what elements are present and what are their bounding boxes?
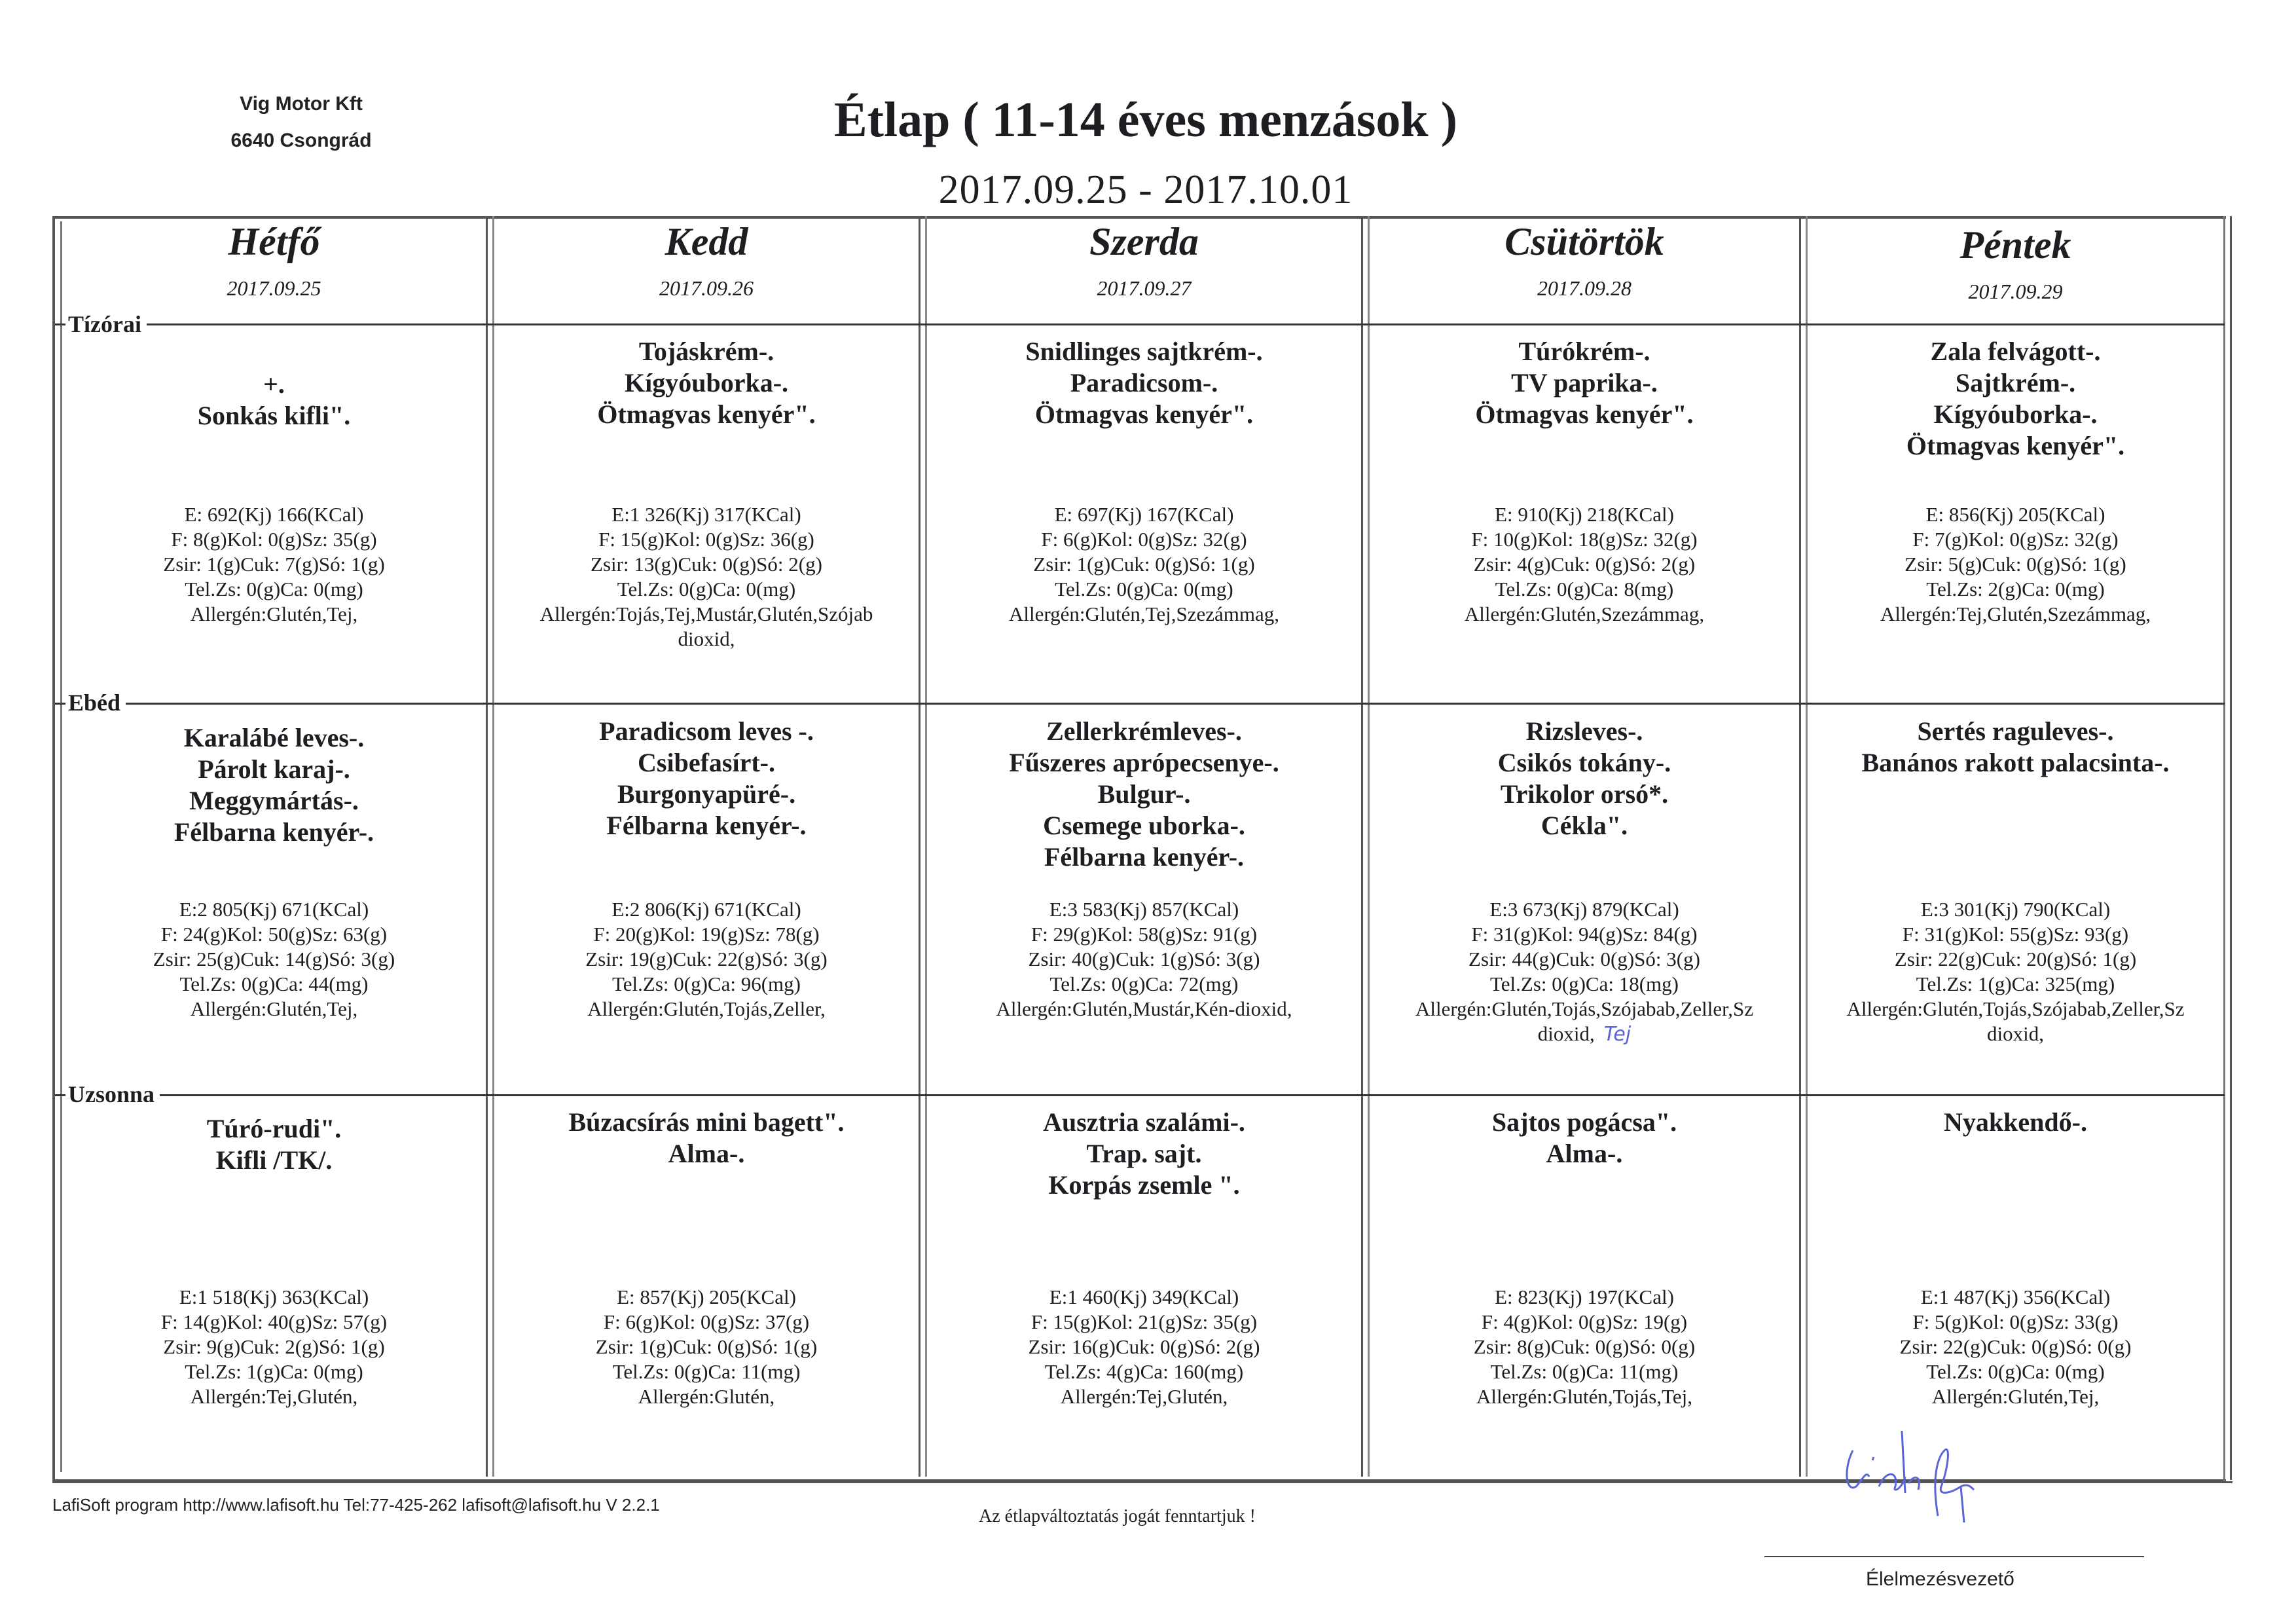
- day-header-friday: [1808, 223, 2223, 304]
- dish-item: Zala felvágott-.: [1930, 337, 2101, 366]
- day-header-tuesday: [494, 219, 919, 301]
- dish-item: Paradicsom leves -.: [599, 716, 814, 746]
- dish-item: Ausztria szalámi-.: [1043, 1107, 1245, 1137]
- nutrition-info: [1370, 502, 1799, 627]
- nutrition-line: Zsir: 44(g)Cuk: 0(g)Só: 3(g): [1468, 948, 1700, 970]
- page-title: Étlap ( 11-14 éves menzások ): [833, 92, 1458, 147]
- day-date: 2017.09.25: [227, 276, 321, 300]
- dish-item: TV paprika-.: [1511, 368, 1658, 397]
- nutrition-line: Allergén:Glutén,Tojás,Zeller,: [587, 997, 826, 1020]
- dish-list: [494, 1107, 919, 1170]
- nutrition-info: [927, 897, 1361, 1022]
- table-border-left: [52, 216, 55, 1483]
- nutrition-line: Tel.Zs: 2(g)Ca: 0(mg): [1926, 578, 2105, 600]
- row-divider-lunch: [55, 703, 2225, 705]
- dish-list: [62, 369, 486, 432]
- handwritten-note: Tej: [1603, 1023, 1631, 1046]
- nutrition-line: Zsir: 1(g)Cuk: 0(g)Só: 1(g): [595, 1335, 818, 1358]
- dish-item: Túró-rudi".: [206, 1114, 342, 1143]
- nutrition-line: Zsir: 13(g)Cuk: 0(g)Só: 2(g): [591, 553, 822, 576]
- nutrition-info: [1370, 897, 1799, 1047]
- dish-list: [1370, 1107, 1799, 1170]
- menu-cell-ebed: [494, 710, 919, 1090]
- dish-item: Burgonyapüré-.: [617, 779, 796, 809]
- row-divider-header: [55, 323, 2225, 325]
- day-name: Péntek: [1959, 223, 2071, 267]
- row-divider-snack: [55, 1094, 2225, 1096]
- nutrition-line: F: 4(g)Kol: 0(g)Sz: 19(g): [1481, 1310, 1688, 1333]
- nutrition-info: [927, 1285, 1361, 1409]
- nutrition-line: Zsir: 1(g)Cuk: 0(g)Só: 1(g): [1033, 553, 1255, 576]
- nutrition-line: dioxid,: [1987, 1022, 2044, 1045]
- dish-list: [494, 336, 919, 430]
- nutrition-line: Allergén:Tojás,Tej,Mustár,Glutén,Szójab: [539, 602, 873, 625]
- nutrition-line: F: 10(g)Kol: 18(g)Sz: 32(g): [1471, 528, 1698, 551]
- signature-icon: [1840, 1431, 2049, 1522]
- nutrition-line: Allergén:Glutén,Tej,Szezámmag,: [1008, 602, 1280, 625]
- date-range: 2017.09.25 - 2017.10.01: [938, 168, 1353, 212]
- nutrition-line: dioxid,: [678, 627, 735, 650]
- signature-label: Élelmezésvezető: [1866, 1568, 2014, 1590]
- nutrition-info: [927, 502, 1361, 627]
- menu-cell-tizorai: [927, 331, 1361, 697]
- nutrition-line: E: 857(Kj) 205(KCal): [617, 1285, 796, 1308]
- nutrition-info: [1370, 1285, 1799, 1409]
- dish-item: Ötmagvas kenyér".: [1475, 399, 1694, 429]
- nutrition-line: Zsir: 5(g)Cuk: 0(g)Só: 1(g): [1904, 553, 2126, 576]
- company-address: 6640 Csongrád: [230, 130, 372, 151]
- nutrition-line: E: 910(Kj) 218(KCal): [1495, 503, 1674, 526]
- dish-item: Alma-.: [1546, 1139, 1623, 1168]
- nutrition-info: [494, 502, 919, 652]
- nutrition-line: F: 6(g)Kol: 0(g)Sz: 32(g): [1041, 528, 1247, 551]
- dish-item: Párolt karaj-.: [198, 754, 350, 784]
- disclaimer: Az étlapváltoztatás jogát fenntartjuk !: [979, 1506, 1256, 1526]
- nutrition-line: Tel.Zs: 1(g)Ca: 0(mg): [185, 1360, 363, 1383]
- menu-cell-ebed: [62, 710, 486, 1090]
- dish-item: Tojáskrém-.: [638, 337, 774, 366]
- day-date: 2017.09.26: [659, 276, 754, 300]
- dish-item: Félbarna kenyér-.: [173, 817, 374, 847]
- dish-list: [1808, 716, 2223, 779]
- nutrition-line: Allergén:Glutén,Tej,: [1931, 1385, 2100, 1408]
- nutrition-line: Zsir: 4(g)Cuk: 0(g)Só: 2(g): [1473, 553, 1696, 576]
- dish-list: [1370, 336, 1799, 430]
- column-divider: [1799, 216, 1801, 1477]
- nutrition-line: Allergén:Glutén,Tojás,Szójabab,Zeller,Sz: [1415, 997, 1753, 1020]
- menu-cell-ebed: [927, 710, 1361, 1090]
- dish-item: Karalábé leves-.: [183, 723, 365, 752]
- dish-list: [1808, 336, 2223, 462]
- dish-item: Cékla".: [1540, 811, 1628, 840]
- nutrition-line: F: 5(g)Kol: 0(g)Sz: 33(g): [1912, 1310, 2119, 1333]
- nutrition-line: E: 697(Kj) 167(KCal): [1054, 503, 1234, 526]
- nutrition-line: Tel.Zs: 0(g)Ca: 72(mg): [1049, 972, 1239, 995]
- column-divider: [1361, 216, 1363, 1477]
- nutrition-line: Tel.Zs: 1(g)Ca: 325(mg): [1916, 972, 2115, 995]
- dish-list: [1370, 716, 1799, 841]
- nutrition-line: F: 15(g)Kol: 21(g)Sz: 35(g): [1030, 1310, 1258, 1333]
- nutrition-info: [1808, 897, 2223, 1046]
- day-header-monday: [62, 219, 486, 301]
- dish-item: Búzacsírás mini bagett".: [568, 1107, 845, 1137]
- dish-item: Korpás zsemle ".: [1048, 1170, 1240, 1200]
- dish-list: [494, 716, 919, 841]
- nutrition-line: F: 31(g)Kol: 94(g)Sz: 84(g): [1471, 923, 1698, 946]
- nutrition-line: Allergén:Tej,Glutén,: [1060, 1385, 1228, 1408]
- nutrition-line: F: 14(g)Kol: 40(g)Sz: 57(g): [160, 1310, 388, 1333]
- dish-item: Ötmagvas kenyér".: [597, 399, 816, 429]
- dish-item: Ötmagvas kenyér".: [1906, 431, 2125, 460]
- dish-item: Sajtkrém-.: [1955, 368, 2076, 397]
- nutrition-info: [1808, 1285, 2223, 1409]
- nutrition-line: Zsir: 16(g)Cuk: 0(g)Só: 2(g): [1028, 1335, 1260, 1358]
- dish-item: Kifli /TK/.: [215, 1145, 333, 1175]
- nutrition-line: Tel.Zs: 4(g)Ca: 160(mg): [1044, 1360, 1244, 1383]
- dish-item: Csemege uborka-.: [1043, 811, 1245, 840]
- dish-list: [927, 1107, 1361, 1201]
- nutrition-line: Allergén:Glutén,Szezámmag,: [1464, 602, 1705, 625]
- nutrition-line: Zsir: 1(g)Cuk: 7(g)Só: 1(g): [163, 553, 385, 576]
- nutrition-line: E:3 301(Kj) 790(KCal): [1920, 898, 2111, 921]
- nutrition-info: [494, 897, 919, 1022]
- nutrition-line: E: 823(Kj) 197(KCal): [1495, 1285, 1674, 1308]
- meal-label-uzsonna: Uzsonna: [65, 1080, 160, 1108]
- dish-item: Félbarna kenyér-.: [1044, 842, 1245, 872]
- dish-list: [1808, 1107, 2223, 1138]
- nutrition-line-with-note: [1370, 1022, 1799, 1047]
- nutrition-line: Zsir: 22(g)Cuk: 20(g)Só: 1(g): [1894, 948, 2137, 970]
- day-date: 2017.09.27: [1097, 276, 1192, 300]
- menu-cell-tizorai: [1370, 331, 1799, 697]
- nutrition-line: E:2 805(Kj) 671(KCal): [179, 898, 369, 921]
- nutrition-line: Tel.Zs: 0(g)Ca: 0(mg): [1926, 1360, 2105, 1383]
- nutrition-info: [62, 502, 486, 627]
- nutrition-info: [1808, 502, 2223, 627]
- dish-item: Sertés raguleves-.: [1917, 716, 2114, 746]
- day-name: Kedd: [665, 220, 748, 263]
- nutrition-line: E: 692(Kj) 166(KCal): [184, 503, 364, 526]
- nutrition-line: Tel.Zs: 0(g)Ca: 44(mg): [179, 972, 369, 995]
- dish-item: Nyakkendő-.: [1944, 1107, 2087, 1137]
- menu-cell-ebed: [1370, 710, 1799, 1090]
- dish-item: Paradicsom-.: [1070, 368, 1218, 397]
- software-info: LafiSoft program http://www.lafisoft.hu Tel:77-425-262 lafisoft@lafisoft.hu V 2.2.1: [52, 1495, 660, 1515]
- nutrition-line: F: 6(g)Kol: 0(g)Sz: 37(g): [603, 1310, 810, 1333]
- nutrition-line: Tel.Zs: 0(g)Ca: 96(mg): [612, 972, 801, 995]
- nutrition-line: Allergén:Glutén,Tojás,Szójabab,Zeller,Sz: [1846, 997, 2185, 1020]
- column-divider: [486, 216, 488, 1477]
- menu-cell-tizorai: [494, 331, 919, 697]
- dish-item: Zellerkrémleves-.: [1046, 716, 1242, 746]
- nutrition-line: Allergén:Tej,Glutén,: [190, 1385, 358, 1408]
- nutrition-info: [62, 897, 486, 1022]
- menu-cell-uzsonna: [927, 1101, 1361, 1475]
- nutrition-line: Tel.Zs: 0(g)Ca: 0(mg): [617, 578, 796, 600]
- nutrition-line: Zsir: 9(g)Cuk: 2(g)Só: 1(g): [163, 1335, 385, 1358]
- nutrition-info: [62, 1285, 486, 1409]
- menu-cell-tizorai: [1808, 331, 2223, 697]
- nutrition-line: E:3 583(Kj) 857(KCal): [1049, 898, 1239, 921]
- nutrition-line: Zsir: 22(g)Cuk: 0(g)Só: 0(g): [1899, 1335, 2132, 1358]
- dish-item: Snidlinges sajtkrém-.: [1025, 337, 1263, 366]
- nutrition-line: Tel.Zs: 0(g)Ca: 0(mg): [1055, 578, 1233, 600]
- nutrition-line: F: 7(g)Kol: 0(g)Sz: 32(g): [1912, 528, 2119, 551]
- dish-item: Ötmagvas kenyér".: [1034, 399, 1254, 429]
- dish-item: Sonkás kifli".: [197, 401, 351, 430]
- dish-item: Trap. sajt.: [1086, 1139, 1202, 1168]
- nutrition-line: E:3 673(Kj) 879(KCal): [1489, 898, 1679, 921]
- dish-list: [62, 1113, 486, 1176]
- nutrition-line: Allergén:Glutén,Tej,: [190, 997, 358, 1020]
- menu-cell-uzsonna: [62, 1101, 486, 1475]
- dish-list: [927, 336, 1361, 430]
- nutrition-line: Tel.Zs: 0(g)Ca: 8(mg): [1495, 578, 1674, 600]
- day-name: Szerda: [1089, 220, 1199, 263]
- nutrition-line: Tel.Zs: 0(g)Ca: 11(mg): [612, 1360, 801, 1383]
- nutrition-line: Tel.Zs: 0(g)Ca: 0(mg): [185, 578, 363, 600]
- day-name: Csütörtök: [1504, 220, 1664, 263]
- signature-line: [1764, 1556, 2144, 1557]
- day-name: Hétfő: [228, 220, 320, 263]
- dish-item: Félbarna kenyér-.: [606, 811, 807, 840]
- nutrition-line: F: 29(g)Kol: 58(g)Sz: 91(g): [1030, 923, 1258, 946]
- nutrition-line: E:1 326(Kj) 317(KCal): [611, 503, 801, 526]
- nutrition-line: F: 8(g)Kol: 0(g)Sz: 35(g): [171, 528, 377, 551]
- nutrition-line: E: 856(Kj) 205(KCal): [1925, 503, 2105, 526]
- nutrition-line: Tel.Zs: 0(g)Ca: 11(mg): [1490, 1360, 1679, 1383]
- nutrition-line: F: 20(g)Kol: 19(g)Sz: 78(g): [593, 923, 820, 946]
- nutrition-line: E:2 806(Kj) 671(KCal): [611, 898, 801, 921]
- day-header-wednesday: [927, 219, 1361, 301]
- dish-item: Sajtos pogácsa".: [1491, 1107, 1677, 1137]
- dish-item: Bulgur-.: [1097, 779, 1191, 809]
- menu-cell-uzsonna: [1370, 1101, 1799, 1475]
- nutrition-line: Tel.Zs: 0(g)Ca: 18(mg): [1490, 972, 1679, 995]
- nutrition-line: E:1 518(Kj) 363(KCal): [179, 1285, 369, 1308]
- dish-item: Fűszeres aprópecsenye-.: [1009, 748, 1279, 777]
- dish-item: Meggymártás-.: [189, 786, 359, 815]
- nutrition-line: Allergén:Glutén,Mustár,Kén-dioxid,: [996, 997, 1292, 1020]
- dish-item: Kígyóuborka-.: [624, 368, 789, 397]
- table-border-right: [2230, 216, 2232, 1480]
- nutrition-line: F: 31(g)Kol: 55(g)Sz: 93(g): [1902, 923, 2129, 946]
- nutrition-line: Allergén:Tej,Glutén,Szezámmag,: [1880, 602, 2151, 625]
- nutrition-line: Zsir: 25(g)Cuk: 14(g)Só: 3(g): [153, 948, 395, 970]
- dish-list: [927, 716, 1361, 873]
- nutrition-line: Zsir: 19(g)Cuk: 22(g)Só: 3(g): [585, 948, 828, 970]
- dish-item: Csikós tokány-.: [1497, 748, 1671, 777]
- dish-item: Rizsleves-.: [1525, 716, 1643, 746]
- nutrition-line: Allergén:Glutén,Tej,: [190, 602, 358, 625]
- dish-item: Csibefasírt-.: [638, 748, 775, 777]
- table-border-right-inner: [2223, 216, 2225, 1483]
- menu-cell-tizorai: [62, 331, 486, 697]
- nutrition-line: Zsir: 40(g)Cuk: 1(g)Só: 3(g): [1028, 948, 1260, 970]
- dish-item: Banános rakott palacsinta-.: [1861, 748, 2170, 777]
- nutrition-line: E:1 487(Kj) 356(KCal): [1920, 1285, 2111, 1308]
- meal-label-tizorai: Tízórai: [65, 310, 147, 338]
- nutrition-line: Zsir: 8(g)Cuk: 0(g)Só: 0(g): [1473, 1335, 1696, 1358]
- nutrition-line: dioxid,: [1537, 1022, 1595, 1045]
- nutrition-line: Allergén:Glutén,Tojás,Tej,: [1476, 1385, 1692, 1408]
- dish-item: Túrókrém-.: [1518, 337, 1650, 366]
- nutrition-line: E:1 460(Kj) 349(KCal): [1049, 1285, 1239, 1308]
- day-date: 2017.09.28: [1537, 276, 1631, 300]
- menu-cell-ebed: [1808, 710, 2223, 1090]
- dish-item: +.: [263, 369, 285, 399]
- dish-item: Kígyóuborka-.: [1933, 399, 2098, 429]
- nutrition-info: [494, 1285, 919, 1409]
- company-name: Vig Motor Kft: [240, 93, 363, 115]
- dish-item: Trikolor orsó*.: [1500, 779, 1669, 809]
- day-date: 2017.09.29: [1968, 280, 2063, 303]
- column-divider: [919, 216, 920, 1477]
- menu-cell-uzsonna: [1808, 1101, 2223, 1475]
- nutrition-line: F: 15(g)Kol: 0(g)Sz: 36(g): [598, 528, 814, 551]
- dish-item: Alma-.: [668, 1139, 745, 1168]
- dish-list: [62, 722, 486, 848]
- meal-label-ebed: Ebéd: [65, 689, 126, 716]
- nutrition-line: Allergén:Glutén,: [638, 1385, 775, 1408]
- day-header-thursday: [1370, 219, 1799, 301]
- menu-cell-uzsonna: [494, 1101, 919, 1475]
- nutrition-line: F: 24(g)Kol: 50(g)Sz: 63(g): [160, 923, 388, 946]
